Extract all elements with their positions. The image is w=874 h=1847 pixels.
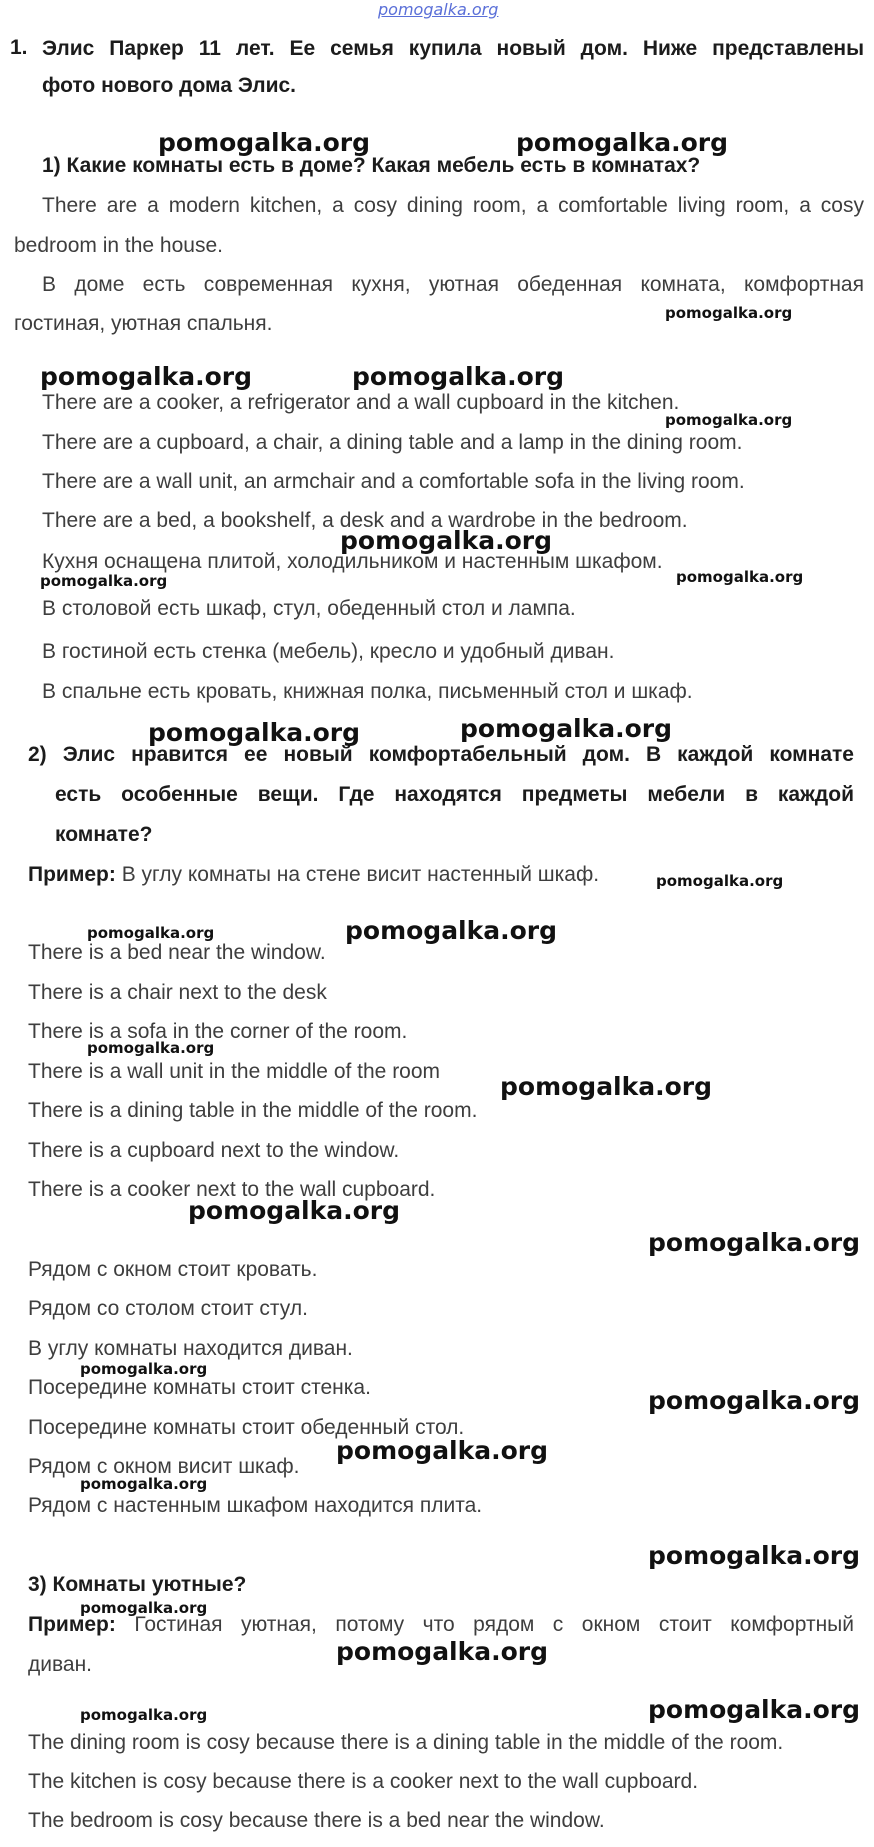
q2-en-item: There is a cupboard next to the window.	[28, 1139, 400, 1162]
q3-title: 3) Комнаты уютные?	[28, 1573, 247, 1596]
q3-en-item: The dining room is cosy because there is a dining table in the middle of the room.	[28, 1731, 784, 1754]
q2-title-line-3: комнате?	[55, 823, 153, 846]
q3-en-item: The bedroom is cosy because there is a bed near the window.	[28, 1809, 605, 1832]
watermark: pomogalka.org	[80, 1475, 208, 1493]
exercise-number: 1.	[10, 36, 28, 59]
watermark: pomogalka.org	[80, 1706, 208, 1724]
watermark: pomogalka.org	[148, 718, 361, 747]
watermark: pomogalka.org	[80, 1360, 208, 1378]
watermark: pomogalka.org	[80, 1599, 208, 1617]
q1-en-item: There are a cupboard, a chair, a dining table and a lamp in the dining room.	[42, 431, 743, 454]
watermark: pomogalka.org	[648, 1228, 861, 1257]
watermark: pomogalka.org	[500, 1072, 713, 1101]
q2-ru-item: Рядом со столом стоит стул.	[28, 1297, 308, 1320]
q3-example-text: Гостиная уютная, потому что рядом с окном стоит комфортный	[134, 1613, 854, 1636]
watermark: pomogalka.org	[188, 1196, 401, 1225]
q3-example-line-2: диван.	[28, 1653, 93, 1676]
q2-en-item: There is a wall unit in the middle of the room	[28, 1060, 441, 1083]
watermark: pomogalka.org	[665, 411, 793, 429]
watermark: pomogalka.org	[665, 304, 793, 322]
q1-ru-line-2: гостиная, уютная спальня.	[14, 312, 273, 335]
q2-title-line-1: 2) Элис нравится ее новый комфортабельный дом. В каждой комнате	[28, 743, 854, 766]
q2-example-label: Пример:	[28, 863, 116, 886]
q1-en-item: There are a cooker, a refrigerator and a wall cupboard in the kitchen.	[42, 391, 680, 414]
q2-ru-item: Посередине комнаты стоит обеденный стол.	[28, 1416, 465, 1439]
watermark: pomogalka.org	[516, 128, 729, 157]
watermark: pomogalka.org	[158, 128, 371, 157]
watermark: pomogalka.org	[40, 362, 253, 391]
q2-en-item: There is a chair next to the desk	[28, 981, 327, 1004]
watermark: pomogalka.org	[87, 1039, 215, 1057]
q2-en-item: There is a bed near the window.	[28, 941, 326, 964]
q1-ru-item: В столовой есть шкаф, стул, обеденный стол и лампа.	[42, 597, 576, 620]
q2-ru-item: Рядом с окном стоит кровать.	[28, 1258, 318, 1281]
q2-example-text: В углу комнаты на стене висит настенный шкаф.	[121, 863, 600, 886]
watermark: pomogalka.org	[648, 1386, 861, 1415]
q1-en-item: There are a wall unit, an armchair and a comfortable sofa in the living room.	[42, 470, 745, 493]
q1-ru-item: В спальне есть кровать, книжная полка, письменный стол и шкаф.	[42, 680, 693, 703]
q1-ru-line-1: В доме есть современная кухня, уютная обеденная комната, комфортная	[42, 273, 864, 296]
q2-en-item: There is a cooker next to the wall cupboard.	[28, 1178, 436, 1201]
watermark: pomogalka.org	[336, 1637, 549, 1666]
q1-en-item: There are a bed, a bookshelf, a desk and a wardrobe in the bedroom.	[42, 509, 688, 532]
q2-en-item: There is a dining table in the middle of the room.	[28, 1099, 478, 1122]
q2-title-line-2: есть особенные вещи. Где находятся предметы мебели в каждой	[55, 783, 854, 806]
watermark: pomogalka.org	[676, 568, 804, 586]
header-watermark[interactable]: pomogalka.org	[378, 0, 499, 19]
q1-en-line-2: bedroom in the house.	[14, 234, 223, 257]
watermark: pomogalka.org	[345, 916, 558, 945]
watermark: pomogalka.org	[336, 1436, 549, 1465]
q2-ru-item: Рядом с настенным шкафом находится плита.	[28, 1494, 483, 1517]
intro-line-2: фото нового дома Элис.	[42, 74, 297, 97]
q2-ru-item: В углу комнаты находится диван.	[28, 1337, 353, 1360]
watermark: pomogalka.org	[87, 924, 215, 942]
watermark: pomogalka.org	[656, 872, 784, 890]
watermark: pomogalka.org	[648, 1541, 861, 1570]
q1-ru-item: В гостиной есть стенка (мебель), кресло и удобный диван.	[42, 640, 615, 663]
watermark: pomogalka.org	[648, 1695, 861, 1724]
q2-ru-item: Посередине комнаты стоит стенка.	[28, 1376, 371, 1399]
q3-example-label: Пример:	[28, 1613, 116, 1636]
q1-ru-item: Кухня оснащена плитой, холодильником и настенным шкафом.	[42, 550, 663, 573]
q3-en-item: The kitchen is cosy because there is a cooker next to the wall cupboard.	[28, 1770, 699, 1793]
q1-en-line-1: There are a modern kitchen, a cosy dining room, a comfortable living room, a cosy	[42, 194, 864, 217]
watermark: pomogalka.org	[352, 362, 565, 391]
q2-ru-item: Рядом с окном висит шкаф.	[28, 1455, 300, 1478]
q2-example	[28, 862, 599, 888]
intro-line-1: Элис Паркер 11 лет. Ее семья купила новый дом. Ниже представлены	[42, 37, 864, 60]
q1-title: 1) Какие комнаты есть в доме? Какая мебель есть в комнатах?	[42, 154, 701, 177]
q2-en-item: There is a sofa in the corner of the room.	[28, 1020, 408, 1043]
watermark: pomogalka.org	[40, 572, 168, 590]
watermark: pomogalka.org	[340, 526, 553, 555]
watermark: pomogalka.org	[460, 714, 673, 743]
